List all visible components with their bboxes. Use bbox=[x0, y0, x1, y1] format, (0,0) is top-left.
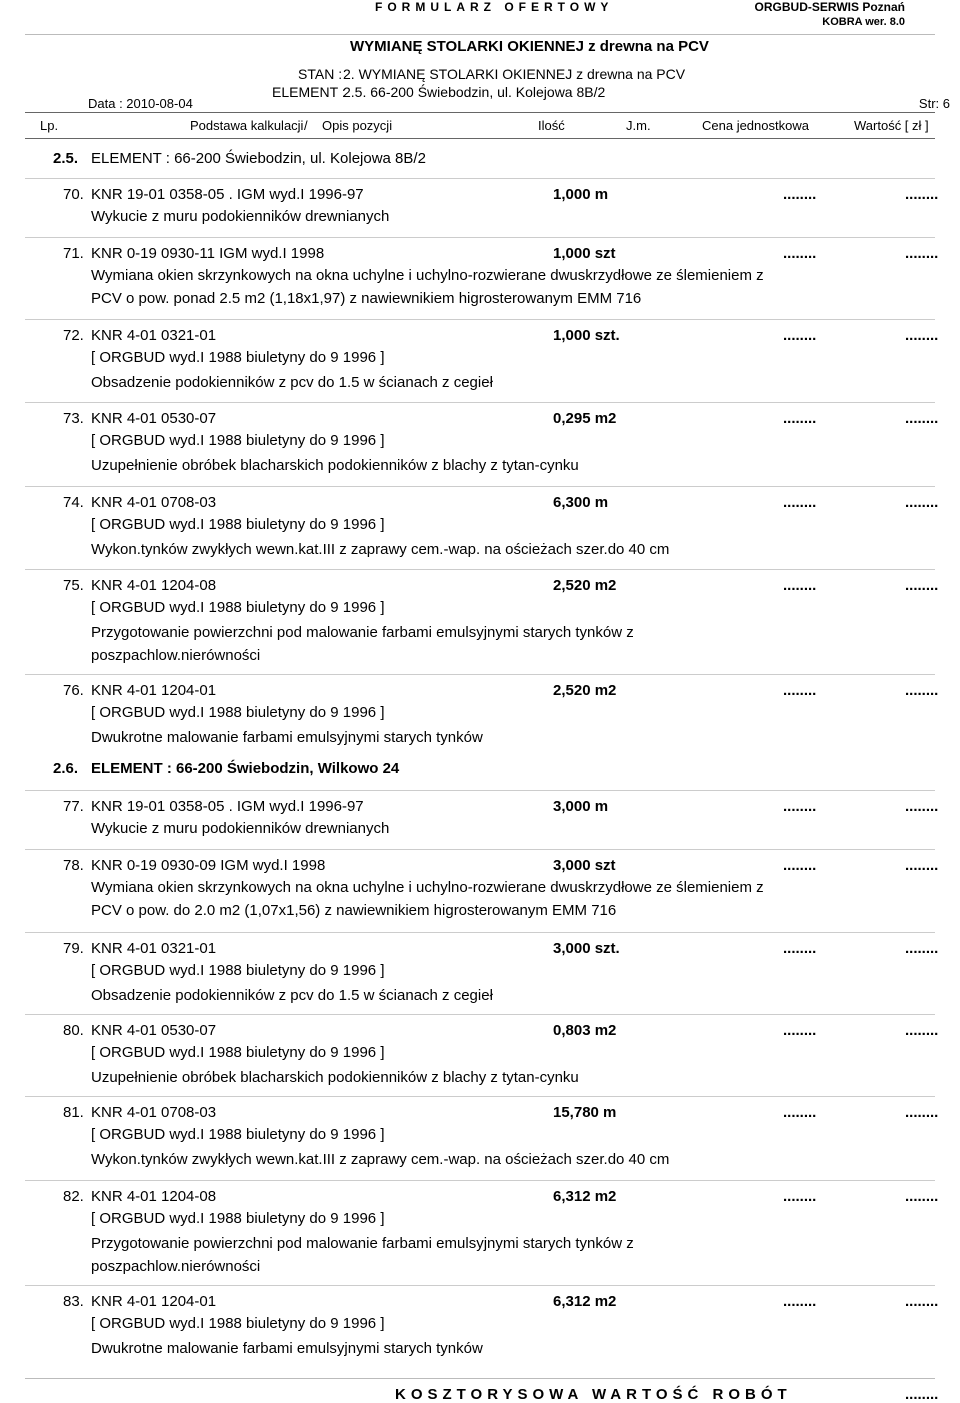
item-description-cont: poszpachlow.nierówności bbox=[91, 1258, 261, 1275]
item-number: 74. bbox=[63, 494, 84, 511]
item-description: Wykucie z muru podokienników drewnianych bbox=[91, 208, 390, 225]
page-number: Str: 6 bbox=[918, 96, 950, 111]
item-quantity: 3,000 szt bbox=[553, 857, 616, 874]
item-basis: KNR 4-01 1204-01 bbox=[91, 1293, 217, 1310]
section-number: 2.6. bbox=[53, 760, 79, 777]
item-unit-price: ........ bbox=[783, 1104, 817, 1121]
element-value: 2.5. 66-200 Świebodzin, ul. Kolejowa 8B/2 bbox=[343, 84, 606, 100]
item-unit-price: ........ bbox=[783, 186, 817, 203]
item-divider bbox=[25, 849, 935, 850]
main-title: WYMIANĘ STOLARKI OKIENNEJ z drewna na PCV bbox=[350, 38, 709, 55]
item-unit-price: ........ bbox=[783, 940, 817, 957]
item-unit-price: ........ bbox=[783, 1188, 817, 1205]
item-quantity: 0,803 m2 bbox=[553, 1022, 617, 1039]
item-number: 81. bbox=[63, 1104, 84, 1121]
item-value: ........ bbox=[905, 798, 939, 815]
item-number: 82. bbox=[63, 1188, 84, 1205]
col-value: Wartość [ zł ] bbox=[854, 118, 929, 133]
item-source: [ ORGBUD wyd.I 1988 biuletyny do 9 1996 ] bbox=[91, 1126, 385, 1143]
header-divider-top bbox=[25, 34, 935, 35]
col-basis: Podstawa kalkulacji bbox=[190, 118, 304, 133]
item-quantity: 1,000 szt bbox=[553, 245, 616, 262]
item-description-cont: PCV o pow. do 2.0 m2 (1,07x1,56) z nawiewnikiem higrosterowanym EMM 716 bbox=[91, 902, 617, 919]
item-divider bbox=[25, 674, 935, 675]
item-divider bbox=[25, 1014, 935, 1015]
item-source: [ ORGBUD wyd.I 1988 biuletyny do 9 1996 ] bbox=[91, 599, 385, 616]
item-basis: KNR 4-01 1204-08 bbox=[91, 577, 217, 594]
item-basis: KNR 4-01 0530-07 bbox=[91, 1022, 217, 1039]
footer-divider bbox=[25, 1378, 935, 1379]
col-price: Cena jednostkowa bbox=[702, 118, 809, 133]
item-unit-price: ........ bbox=[783, 1293, 817, 1310]
item-description: Dwukrotne malowanie farbami emulsyjnymi starych tynków bbox=[91, 1340, 483, 1357]
item-value: ........ bbox=[905, 682, 939, 699]
item-unit-price: ........ bbox=[783, 682, 817, 699]
item-description: Wykucie z muru podokienników drewnianych bbox=[91, 820, 390, 837]
item-description: Wykon.tynków zwykłych wewn.kat.III z zaprawy cem.-wap. na ościeżach szer.do 40 cm bbox=[91, 1151, 670, 1168]
item-description: Uzupełnienie obróbek blacharskich podokienników z blachy z tytan-cynku bbox=[91, 1069, 579, 1086]
section-title: ELEMENT : 66-200 Świebodzin, ul. Kolejowa 8B/2 bbox=[91, 150, 426, 167]
item-quantity: 3,000 szt. bbox=[553, 940, 620, 957]
item-quantity: 6,300 m bbox=[553, 494, 609, 511]
item-basis: KNR 4-01 0321-01 bbox=[91, 327, 217, 344]
item-source: [ ORGBUD wyd.I 1988 biuletyny do 9 1996 ] bbox=[91, 704, 385, 721]
item-unit-price: ........ bbox=[783, 577, 817, 594]
item-number: 80. bbox=[63, 1022, 84, 1039]
col-unit: J.m. bbox=[626, 118, 651, 133]
item-unit-price: ........ bbox=[783, 798, 817, 815]
item-divider bbox=[25, 569, 935, 570]
item-quantity: 3,000 m bbox=[553, 798, 609, 815]
item-basis: KNR 4-01 0708-03 bbox=[91, 1104, 217, 1121]
col-desc: Opis pozycji bbox=[322, 118, 393, 133]
item-description: Wymiana okien skrzynkowych na okna uchylne i uchylno-rozwierane dwuskrzydłowe ze ślemieniem z bbox=[91, 267, 764, 284]
item-value: ........ bbox=[905, 1022, 939, 1039]
item-number: 73. bbox=[63, 410, 84, 427]
item-description: Wykon.tynków zwykłych wewn.kat.III z zaprawy cem.-wap. na ościeżach szer.do 40 cm bbox=[91, 541, 670, 558]
item-quantity: 15,780 m bbox=[553, 1104, 617, 1121]
version-label: KOBRA wer. 8.0 bbox=[822, 16, 905, 28]
item-divider bbox=[25, 1180, 935, 1181]
item-description: Obsadzenie podokienników z pcv do 1.5 w ścianach z cegieł bbox=[91, 374, 493, 391]
item-value: ........ bbox=[905, 186, 939, 203]
item-description: Przygotowanie powierzchni pod malowanie farbami emulsyjnymi starych tynków z bbox=[91, 1235, 634, 1252]
item-divider bbox=[25, 402, 935, 403]
item-number: 70. bbox=[63, 186, 84, 203]
item-basis: KNR 4-01 0321-01 bbox=[91, 940, 217, 957]
item-basis: KNR 4-01 1204-08 bbox=[91, 1188, 217, 1205]
item-number: 78. bbox=[63, 857, 84, 874]
item-divider bbox=[25, 790, 935, 791]
item-number: 83. bbox=[63, 1293, 84, 1310]
item-divider bbox=[25, 1096, 935, 1097]
item-quantity: 0,295 m2 bbox=[553, 410, 617, 427]
item-basis: KNR 4-01 0530-07 bbox=[91, 410, 217, 427]
item-source: [ ORGBUD wyd.I 1988 biuletyny do 9 1996 ] bbox=[91, 516, 385, 533]
item-value: ........ bbox=[905, 327, 939, 344]
form-title: FORMULARZ OFERTOWY bbox=[375, 0, 614, 14]
item-value: ........ bbox=[905, 940, 939, 957]
stan-label: STAN : bbox=[298, 66, 343, 82]
item-value: ........ bbox=[905, 577, 939, 594]
item-divider bbox=[25, 237, 935, 238]
item-divider bbox=[25, 178, 935, 179]
item-source: [ ORGBUD wyd.I 1988 biuletyny do 9 1996 ] bbox=[91, 1315, 385, 1332]
item-divider bbox=[25, 319, 935, 320]
col-lp: Lp. bbox=[40, 118, 59, 133]
column-header-divider bbox=[25, 138, 935, 139]
item-value: ........ bbox=[905, 410, 939, 427]
item-quantity: 1,000 szt. bbox=[553, 327, 620, 344]
company-name: ORGBUD-SERWIS Poznań bbox=[754, 0, 905, 14]
item-source: [ ORGBUD wyd.I 1988 biuletyny do 9 1996 ] bbox=[91, 432, 385, 449]
item-value: ........ bbox=[905, 245, 939, 262]
item-basis: KNR 19-01 0358-05 . IGM wyd.I 1996-97 bbox=[91, 798, 364, 815]
item-description-cont: poszpachlow.nierówności bbox=[91, 647, 261, 664]
item-divider bbox=[25, 486, 935, 487]
item-quantity: 2,520 m2 bbox=[553, 577, 617, 594]
section-title: ELEMENT : 66-200 Świebodzin, Wilkowo 24 bbox=[91, 760, 400, 777]
section-number: 2.5. bbox=[53, 150, 79, 167]
stan-value: 2. WYMIANĘ STOLARKI OKIENNEJ z drewna na PCV bbox=[343, 66, 686, 82]
item-basis: KNR 4-01 1204-01 bbox=[91, 682, 217, 699]
total-label: KOSZTORYSOWA WARTOŚĆ ROBÓT bbox=[395, 1386, 792, 1403]
element-label: ELEMENT : bbox=[272, 84, 346, 100]
item-number: 71. bbox=[63, 245, 84, 262]
item-number: 77. bbox=[63, 798, 84, 815]
item-value: ........ bbox=[905, 1293, 939, 1310]
item-number: 79. bbox=[63, 940, 84, 957]
item-quantity: 6,312 m2 bbox=[553, 1293, 617, 1310]
header-divider bbox=[25, 112, 935, 113]
col-qty: Ilość bbox=[538, 118, 565, 133]
item-description: Dwukrotne malowanie farbami emulsyjnymi starych tynków bbox=[91, 729, 483, 746]
item-value: ........ bbox=[905, 857, 939, 874]
item-unit-price: ........ bbox=[783, 1022, 817, 1039]
item-unit-price: ........ bbox=[783, 494, 817, 511]
item-quantity: 2,520 m2 bbox=[553, 682, 617, 699]
item-basis: KNR 4-01 0708-03 bbox=[91, 494, 217, 511]
item-source: [ ORGBUD wyd.I 1988 biuletyny do 9 1996 ] bbox=[91, 1044, 385, 1061]
item-number: 76. bbox=[63, 682, 84, 699]
item-value: ........ bbox=[905, 494, 939, 511]
item-value: ........ bbox=[905, 1104, 939, 1121]
item-basis: KNR 19-01 0358-05 . IGM wyd.I 1996-97 bbox=[91, 186, 364, 203]
item-quantity: 1,000 m bbox=[553, 186, 609, 203]
item-number: 75. bbox=[63, 577, 84, 594]
item-description: Przygotowanie powierzchni pod malowanie farbami emulsyjnymi starych tynków z bbox=[91, 624, 634, 641]
item-unit-price: ........ bbox=[783, 245, 817, 262]
item-basis: KNR 0-19 0930-09 IGM wyd.I 1998 bbox=[91, 857, 326, 874]
item-source: [ ORGBUD wyd.I 1988 biuletyny do 9 1996 ] bbox=[91, 962, 385, 979]
item-unit-price: ........ bbox=[783, 410, 817, 427]
item-divider bbox=[25, 932, 935, 933]
item-value: ........ bbox=[905, 1188, 939, 1205]
item-unit-price: ........ bbox=[783, 857, 817, 874]
item-basis: KNR 0-19 0930-11 IGM wyd.I 1998 bbox=[91, 245, 325, 262]
item-source: [ ORGBUD wyd.I 1988 biuletyny do 9 1996 ] bbox=[91, 1210, 385, 1227]
item-description: Wymiana okien skrzynkowych na okna uchylne i uchylno-rozwierane dwuskrzydłowe ze ślemieniem z bbox=[91, 879, 764, 896]
item-number: 72. bbox=[63, 327, 84, 344]
item-description-cont: PCV o pow. ponad 2.5 m2 (1,18x1,97) z nawiewnikiem higrosterowanym EMM 716 bbox=[91, 290, 642, 307]
item-quantity: 6,312 m2 bbox=[553, 1188, 617, 1205]
item-source: [ ORGBUD wyd.I 1988 biuletyny do 9 1996 ] bbox=[91, 349, 385, 366]
item-description: Uzupełnienie obróbek blacharskich podokienników z blachy z tytan-cynku bbox=[91, 457, 579, 474]
item-divider bbox=[25, 1285, 935, 1286]
total-value: ........ bbox=[905, 1386, 939, 1403]
date-label: Data : 2010-08-04 bbox=[88, 96, 193, 111]
item-unit-price: ........ bbox=[783, 327, 817, 344]
col-sep: / bbox=[304, 118, 308, 133]
item-description: Obsadzenie podokienników z pcv do 1.5 w ścianach z cegieł bbox=[91, 987, 493, 1004]
